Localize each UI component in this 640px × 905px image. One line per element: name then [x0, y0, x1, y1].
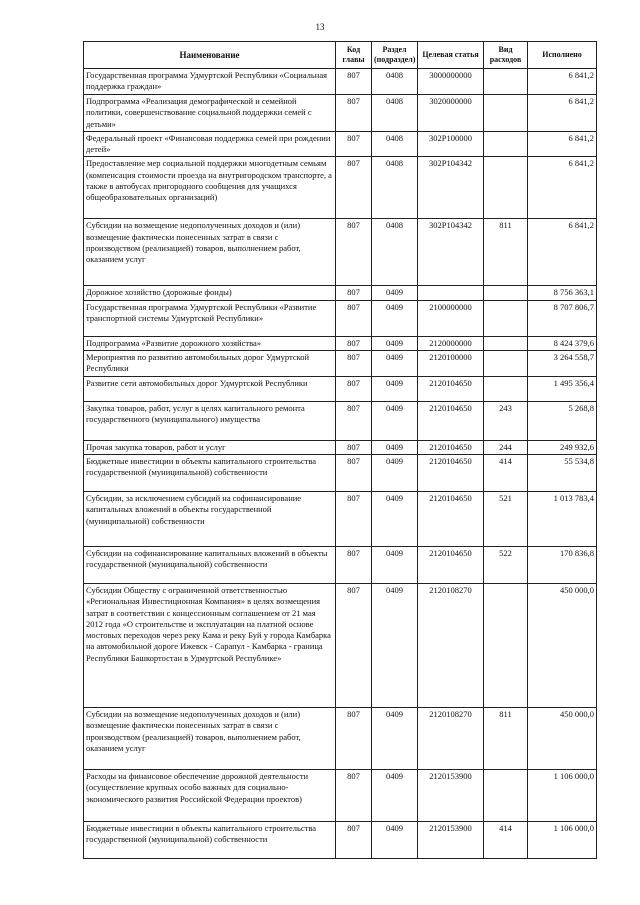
row-type: 414	[484, 454, 528, 491]
row-name: Субсидии, за исключением субсидий на софинансирование капитальных вложений в объекты государственной (муниципальной) собственности	[84, 491, 336, 546]
row-type: 414	[484, 821, 528, 858]
row-code: 807	[336, 95, 372, 132]
row-section: 0409	[372, 583, 418, 707]
row-target: 2120104650	[418, 546, 484, 583]
row-type	[484, 351, 528, 377]
row-name: Субсидии Обществу с ограниченной ответственностью «Региональная Инвестиционная Компания» в целях возмещения затрат в соответствии с концессионным соглашением от 21 мая 2012 года «О строительстве и эксплуатации на платной основе мостовых переходов через реку Кама и реку Буй у города Камбарка на автомобильной дороге Ижевск - Сарапул - Камбарка - граница Республики Башкортостан в Удмуртской Республике»	[84, 583, 336, 707]
row-type	[484, 583, 528, 707]
row-name: Бюджетные инвестиции в объекты капитального строительства государственной (муниципальной) собственности	[84, 454, 336, 491]
row-type: 244	[484, 440, 528, 454]
header-done: Исполнено	[528, 42, 597, 69]
row-done: 450 000,0	[528, 583, 597, 707]
row-name: Субсидии на софинансирование капитальных вложений в объекты государственной (муниципальной) собственности	[84, 546, 336, 583]
header-target: Целевая статья	[418, 42, 484, 69]
table-row	[84, 351, 597, 377]
table-row	[84, 769, 597, 821]
row-target: 3020000000	[418, 95, 484, 132]
row-done: 1 106 000,0	[528, 821, 597, 858]
row-code: 807	[336, 546, 372, 583]
row-done: 6 841,2	[528, 69, 597, 95]
table-row	[84, 336, 597, 350]
row-target: 2120108270	[418, 707, 484, 769]
table-row	[84, 69, 597, 95]
row-target: 302P104342	[418, 157, 484, 219]
header-type: Вид расходов	[484, 42, 528, 69]
table-row	[84, 131, 597, 157]
row-name: Подпрограмма «Развитие дорожного хозяйства»	[84, 336, 336, 350]
row-target: 3000000000	[418, 69, 484, 95]
row-code: 807	[336, 454, 372, 491]
row-code: 807	[336, 351, 372, 377]
row-section: 0409	[372, 546, 418, 583]
row-section: 0409	[372, 336, 418, 350]
table-row	[84, 440, 597, 454]
row-target: 2120100000	[418, 351, 484, 377]
row-section: 0409	[372, 401, 418, 440]
row-type: 243	[484, 401, 528, 440]
row-type: 521	[484, 491, 528, 546]
expenditure-table	[83, 41, 597, 859]
table-row	[84, 157, 597, 219]
table-row	[84, 401, 597, 440]
row-code: 807	[336, 769, 372, 821]
row-done: 5 268,8	[528, 401, 597, 440]
row-code: 807	[336, 131, 372, 157]
row-target	[418, 286, 484, 300]
row-name: Мероприятия по развитию автомобильных дорог Удмуртской Республики	[84, 351, 336, 377]
row-name: Государственная программа Удмуртской Республики «Развитие транспортной системы Удмуртской Республики»	[84, 300, 336, 336]
row-done: 1 495 356,4	[528, 376, 597, 401]
row-target: 2120104650	[418, 454, 484, 491]
table-row	[84, 376, 597, 401]
row-section: 0408	[372, 69, 418, 95]
table-row	[84, 300, 597, 336]
row-target: 302P100000	[418, 131, 484, 157]
row-type: 811	[484, 219, 528, 286]
row-type	[484, 157, 528, 219]
row-name: Субсидии на возмещение недополученных доходов и (или) возмещение фактически понесенных затрат в связи с производством (реализацией) товаров, выполнением работ, оказанием услуг	[84, 707, 336, 769]
row-name: Подпрограмма «Реализация демографической и семейной политики, совершенствование социальной поддержки семей с детьми»	[84, 95, 336, 132]
row-done: 170 836,8	[528, 546, 597, 583]
row-code: 807	[336, 157, 372, 219]
row-done: 6 841,2	[528, 157, 597, 219]
header-code: Код главы	[336, 42, 372, 69]
header-name: Наименование	[84, 42, 336, 69]
row-name: Развитие сети автомобильных дорог Удмуртской Республики	[84, 376, 336, 401]
row-target: 2100000000	[418, 300, 484, 336]
row-done: 8 424 379,6	[528, 336, 597, 350]
row-name: Субсидии на возмещение недополученных доходов и (или) возмещение фактически понесенных затрат в связи с производством (реализацией) товаров, выполнением работ, оказанием услуг	[84, 219, 336, 286]
row-type	[484, 286, 528, 300]
row-section: 0408	[372, 157, 418, 219]
row-name: Бюджетные инвестиции в объекты капитального строительства государственной (муниципальной) собственности	[84, 821, 336, 858]
row-name: Расходы на финансовое обеспечение дорожной деятельности (осуществление крупных особо важных для социально-экономического развития Российской Федерации проектов)	[84, 769, 336, 821]
row-type	[484, 95, 528, 132]
table-row	[84, 219, 597, 286]
row-target: 2120104650	[418, 440, 484, 454]
row-done: 8 707 806,7	[528, 300, 597, 336]
row-done: 249 932,6	[528, 440, 597, 454]
row-type	[484, 769, 528, 821]
row-code: 807	[336, 583, 372, 707]
row-done: 6 841,2	[528, 95, 597, 132]
table-row	[84, 491, 597, 546]
row-code: 807	[336, 219, 372, 286]
row-type	[484, 131, 528, 157]
row-done: 6 841,2	[528, 219, 597, 286]
row-target: 2120153900	[418, 769, 484, 821]
row-name: Прочая закупка товаров, работ и услуг	[84, 440, 336, 454]
row-code: 807	[336, 336, 372, 350]
row-code: 807	[336, 821, 372, 858]
row-target: 2120104650	[418, 491, 484, 546]
row-section: 0408	[372, 95, 418, 132]
row-type: 811	[484, 707, 528, 769]
table-row	[84, 583, 597, 707]
table-row	[84, 454, 597, 491]
row-type: 522	[484, 546, 528, 583]
row-code: 807	[336, 69, 372, 95]
row-type	[484, 300, 528, 336]
row-section: 0409	[372, 491, 418, 546]
header-section: Раздел (подраздел)	[372, 42, 418, 69]
row-section: 0409	[372, 440, 418, 454]
row-name: Предоставление мер социальной поддержки многодетным семьям (компенсация стоимости проезда на внутригородском транспорте, а также в автобусах пригородного сообщения для учащихся общеобразовательных организаций)	[84, 157, 336, 219]
row-target: 2120104650	[418, 376, 484, 401]
row-done: 1 013 783,4	[528, 491, 597, 546]
row-code: 807	[336, 376, 372, 401]
row-section: 0409	[372, 707, 418, 769]
row-done: 1 106 000,0	[528, 769, 597, 821]
row-done: 3 264 558,7	[528, 351, 597, 377]
table-row	[84, 707, 597, 769]
row-code: 807	[336, 401, 372, 440]
row-section: 0409	[372, 351, 418, 377]
row-code: 807	[336, 491, 372, 546]
row-target: 2120104650	[418, 401, 484, 440]
row-type	[484, 69, 528, 95]
row-name: Федеральный проект «Финансовая поддержка семей при рождении детей»	[84, 131, 336, 157]
row-section: 0409	[372, 376, 418, 401]
table-row	[84, 821, 597, 858]
table-header-row	[84, 42, 597, 69]
row-done: 450 000,0	[528, 707, 597, 769]
row-section: 0408	[372, 131, 418, 157]
row-section: 0408	[372, 219, 418, 286]
row-done: 6 841,2	[528, 131, 597, 157]
row-done: 55 534,8	[528, 454, 597, 491]
table-row	[84, 546, 597, 583]
row-section: 0409	[372, 769, 418, 821]
row-code: 807	[336, 440, 372, 454]
page-number: 13	[315, 22, 325, 32]
row-target: 2120108270	[418, 583, 484, 707]
row-code: 807	[336, 707, 372, 769]
row-name: Государственная программа Удмуртской Республики «Социальная поддержка граждан»	[84, 69, 336, 95]
row-section: 0409	[372, 454, 418, 491]
row-code: 807	[336, 286, 372, 300]
table-row	[84, 286, 597, 300]
row-name: Дорожное хозяйство (дорожные фонды)	[84, 286, 336, 300]
row-target: 302P104342	[418, 219, 484, 286]
row-section: 0409	[372, 286, 418, 300]
row-type	[484, 336, 528, 350]
row-code: 807	[336, 300, 372, 336]
row-target: 2120153900	[418, 821, 484, 858]
row-section: 0409	[372, 821, 418, 858]
row-name: Закупка товаров, работ, услуг в целях капитального ремонта государственного (муниципального) имущества	[84, 401, 336, 440]
row-section: 0409	[372, 300, 418, 336]
row-target: 2120000000	[418, 336, 484, 350]
row-type	[484, 376, 528, 401]
row-done: 8 756 363,1	[528, 286, 597, 300]
table-row	[84, 95, 597, 132]
